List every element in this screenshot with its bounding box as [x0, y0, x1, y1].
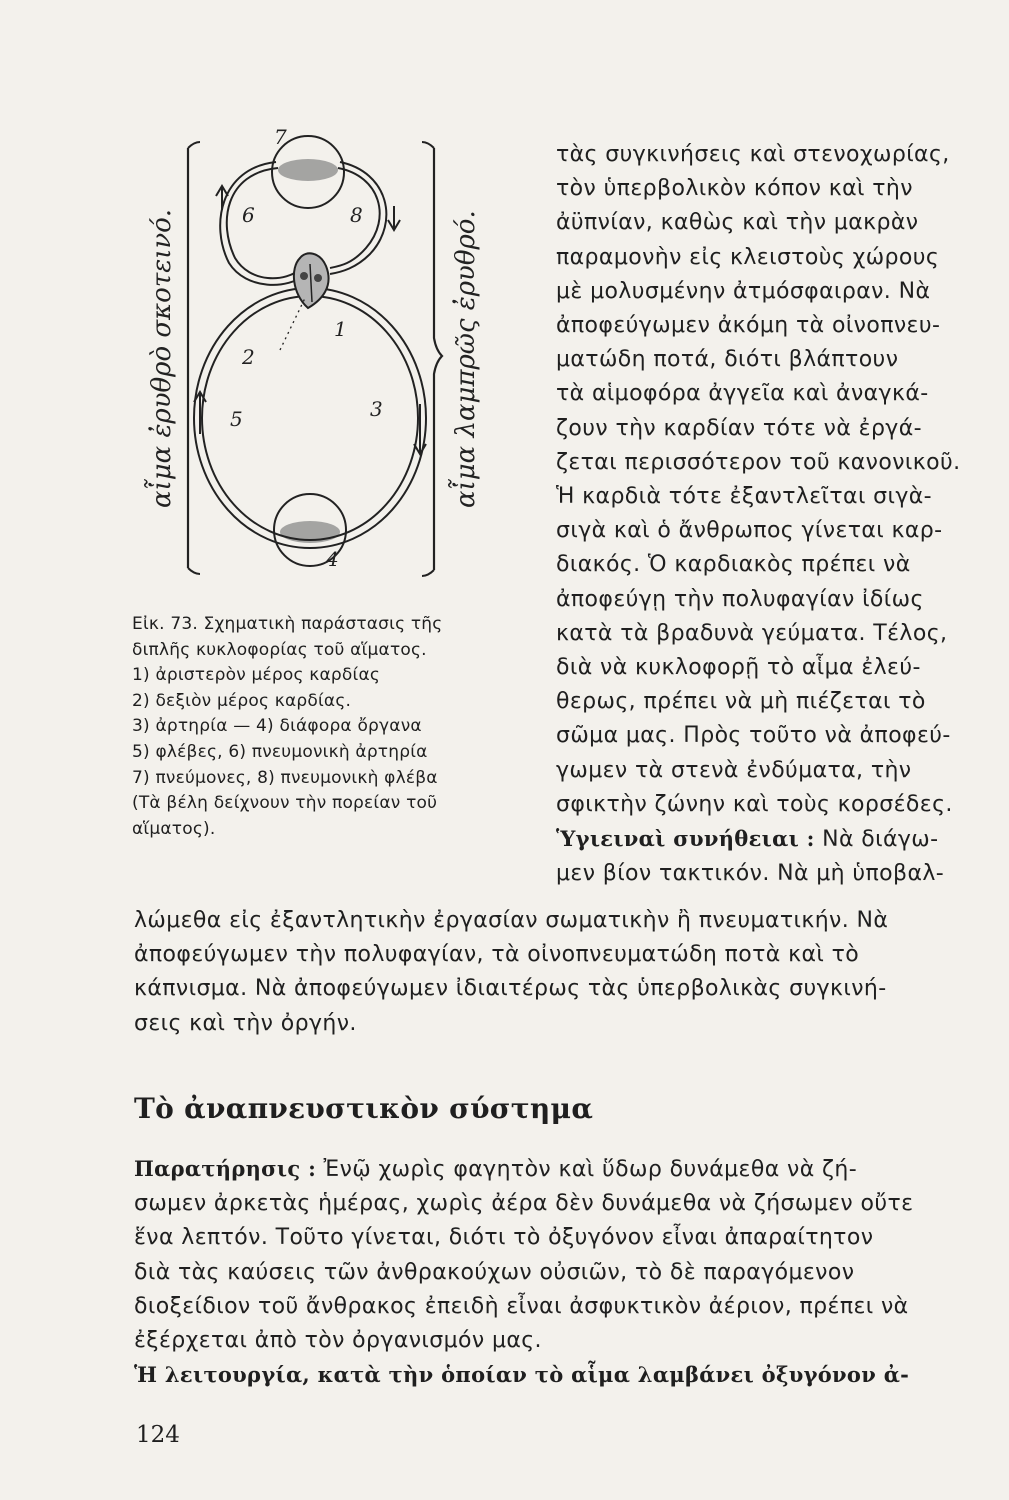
label-6: 6	[242, 203, 255, 227]
label-4: 4	[326, 547, 339, 571]
label-7: 7	[274, 125, 287, 149]
label-8: 8	[350, 203, 363, 227]
figure-caption: Εἰκ. 73. Σχηματικὴ παράστασις τῆς διπλῆς κυκλοφορίας τοῦ αἵματος. 1) ἀριστερὸν μέρος καρδίας 2) δεξιὸν μέρος καρδίας. 3) ἀρτηρία — 4) διάφορα ὄργανα 5) φλέβες, 6) πνευμονικὴ ἀρτηρία 7) πνεύμονες, 8) πνευμονικὴ φλέβα (Τὰ βέλη δείχνουν τὴν πορείαν τοῦ αἵματος).	[132, 614, 443, 839]
bright-blood-label: αἷμα λαμπρῶς ἐρυθρό.	[451, 210, 481, 508]
right-bracket	[434, 148, 442, 570]
page-number: 124	[136, 1422, 180, 1448]
section-heading: Τὸ ἀναπνευστικὸν σύστημα	[134, 1092, 594, 1125]
dark-blood-label: αἷμα ἐρυθρὸ σκοτεινό.	[147, 208, 177, 508]
observation-label: Παρατήρησις :	[134, 1156, 317, 1181]
observation-paragraph: Παρατήρησις : Ἐνῷ χωρὶς φαγητὸν καὶ ὕδωρ δυνάμεθα νὰ ζή- σωμεν ἀρκετὰς ἡμέρας, χωρὶς ἀέρα δὲν δυνάμεθα νὰ ζήσωμεν οὔτε ἕνα λεπτόν. Τοῦτο γίνεται, διότι τὸ ὀξυγόνον εἶναι ἀπαραίτητον διὰ τὰς καύσεις τῶν ἀνθρακούχων οὐσιῶν, τὸ δὲ παραγόμενον διοξείδιον τοῦ ἄνθρακος ἐπειδὴ εἶναι ἀσφυκτικὸν ἀέριον, πρέπει νὰ ἐξέρχεται ἀπὸ τὸν ὀργανισμόν μας. Ἡ λειτουργία, κατὰ τὴν ὁποίαν τὸ αἷμα λαμβάνει ὀξυγόνον ἀ-	[134, 1152, 976, 1392]
respiration-definition: Ἡ λειτουργία, κατὰ τὴν ὁποίαν τὸ αἷμα λαμβάνει ὀξυγόνον ἀ-	[134, 1362, 910, 1388]
label-1: 1	[334, 317, 347, 341]
healthy-habits-label: Ὑγιειναὶ συνήθειαι :	[556, 826, 815, 852]
right-column-text: τὰς συγκινήσεις καὶ στενοχωρίας, τὸν ὑπερβολικὸν κόπον καὶ τὴν ἀϋπνίαν, καθὼς καὶ τὴν μακρὰν παραμονὴν εἰς κλειστοὺς χώρους μὲ μολυσμένην ἀτμόσφαιραν. Νὰ ἀποφεύγωμεν ἀκόμη τὰ οἰνοπνευ- ματώδη ποτά, διότι βλάπτουν τὰ αἱμοφόρα ἀγγεῖα καὶ ἀναγκά- ζουν τὴν καρδίαν τότε νὰ ἐργά- ζεται περισσότερον τοῦ κανονικοῦ. Ἡ καρδιὰ τότε ἐξαντλεῖται σιγὰ- σιγὰ καὶ ὁ ἄνθρωπος γίνεται καρ- διακός. Ὁ καρδιακὸς πρέπει νὰ ἀποφεύγῃ τὴν πολυφαγίαν ἰδίως κατὰ τὰ βραδυνὰ γεύματα. Τέλος, διὰ νὰ κυκλοφορῇ τὸ αἷμα ἐλεύ- θερως, πρέπει νὰ μὴ πιέζεται τὸ σῶμα μας. Πρὸς τοῦτο νὰ ἀποφεύ- γωμεν τὰ στενὰ ἐνδύματα, τὴν σφικτὴν ζώνην καὶ τοὺς κορσέδες. Ὑγιειναὶ συνήθειαι : Νὰ διάγω- μεν βίον τακτικόν. Νὰ μὴ ὑποβαλ-	[556, 142, 961, 887]
circulation-diagram	[130, 118, 520, 598]
label-3: 3	[370, 397, 383, 421]
continuation-paragraph: λώμεθα εἰς ἐξαντλητικὴν ἐργασίαν σωματικὴν ἢ πνευματικήν. Νὰ ἀποφεύγωμεν τὴν πολυφαγίαν, τὰ οἰνοπνευματώδη ποτὰ καὶ τὸ κάπνισμα. Νὰ ἀποφεύγωμεν ἰδιαιτέρως τὰς ὑπερβολικὰς συγκινή- σεις καὶ τὴν ὀργήν.	[134, 908, 889, 1036]
label-2: 2	[242, 345, 255, 369]
label-5: 5	[230, 407, 243, 431]
heart-icon	[294, 253, 329, 308]
